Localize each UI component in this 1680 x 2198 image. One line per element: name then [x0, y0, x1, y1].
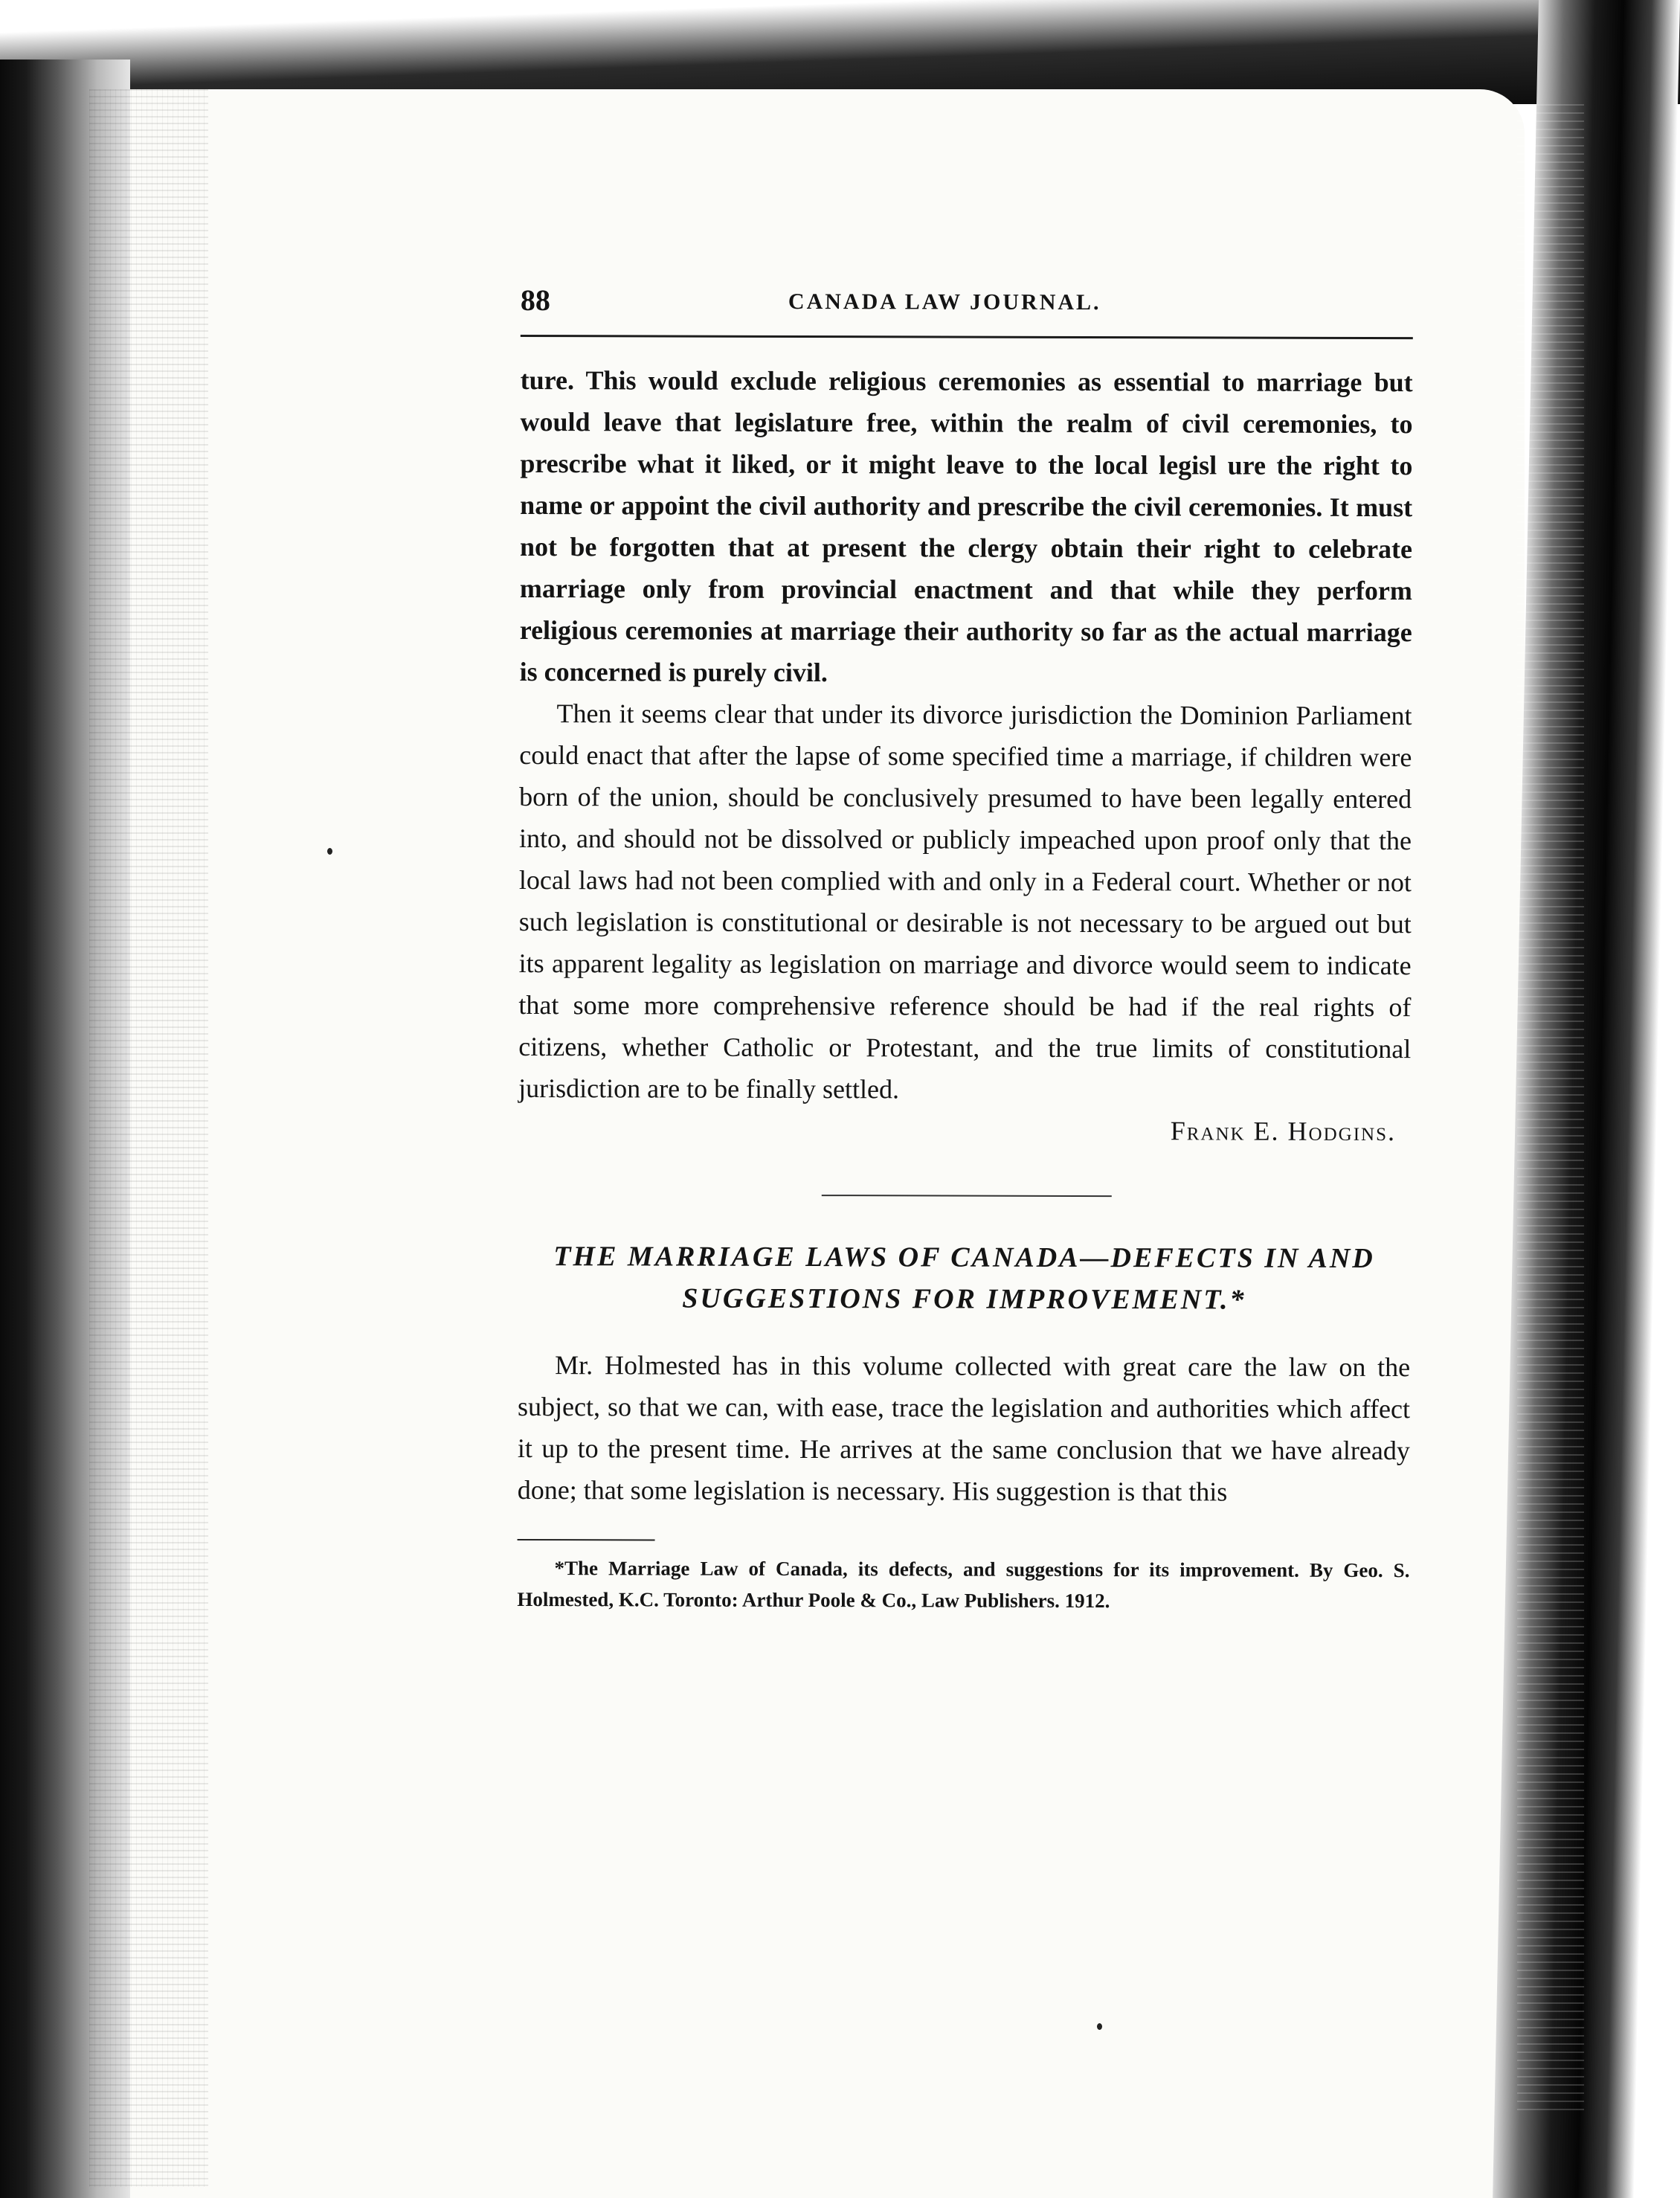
- paragraph: ture. This would exclude religious ceremonies as essential to marriage but would leave that legislature free, within the realm of civil ceremonies, to prescribe what it liked, or it might leave to the local legisl ure the right to name or appoint the civil authority and prescribe the civil ceremonies. It must not be forgotten that at present the clergy obtain their right to celebrate marriage only from provincial enactment and that while they perform religious ceremonies at marriage their authority so far as the actual marriage is concerned is purely civil.: [519, 364, 1413, 688]
- footnote: *The Marriage Law of Canada, its defects, and suggestions for its improvement. By Geo. S. Holmested, K.C. Toronto: Arthur Poole & Co., Law Publishers. 1912.: [517, 1557, 1410, 1613]
- journal-title: CANADA LAW JOURNAL.: [788, 289, 1101, 315]
- running-head: [521, 283, 1413, 337]
- stray-mark: [1097, 2023, 1102, 2030]
- page-content: [517, 283, 1413, 1617]
- stray-mark: [327, 848, 332, 855]
- author-signature: Frank E. Hodgins.: [1170, 1116, 1397, 1147]
- article-title: THE MARRIAGE LAWS OF CANADA—DEFECTS IN AND SUGGESTIONS FOR IMPROVEMENT.*: [553, 1241, 1375, 1316]
- article-body: Mr. Holmested has in this volume collected with great care the law on the subject, so that we can, with ease, trace the legislation and authorities which affect it up to the present time. He arrives at the same conclusion that we have already done; that some legislation is necessary. His suggestion is that this: [517, 1350, 1411, 1507]
- page-number: 88: [520, 283, 550, 318]
- page-right-speckle: [1517, 104, 1584, 2112]
- page-left-speckle: [89, 89, 208, 2187]
- footnote-rule: [518, 1539, 655, 1540]
- scanner-background-top: [0, 0, 1680, 104]
- paragraph: Then it seems clear that under its divorce jurisdiction the Dominion Parliament could enact that after the lapse of some specified time a marriage, if children were born of the union, should be conclusively presumed to have been legally entered into, and should not be dissolved or publicly impeached upon proof only that the local laws had not been complied with and only in a Federal court. Whether or not such legislation is constitutional or desirable is not necessary to be argued out but its apparent legality as legislation on marriage and divorce would seem to indicate that some more comprehensive reference should be had if the real rights of citizens, whether Catholic or Protestant, and the true limits of constitutional jurisdiction are to be finally settled.: [518, 698, 1412, 1105]
- section-divider: [822, 1195, 1112, 1197]
